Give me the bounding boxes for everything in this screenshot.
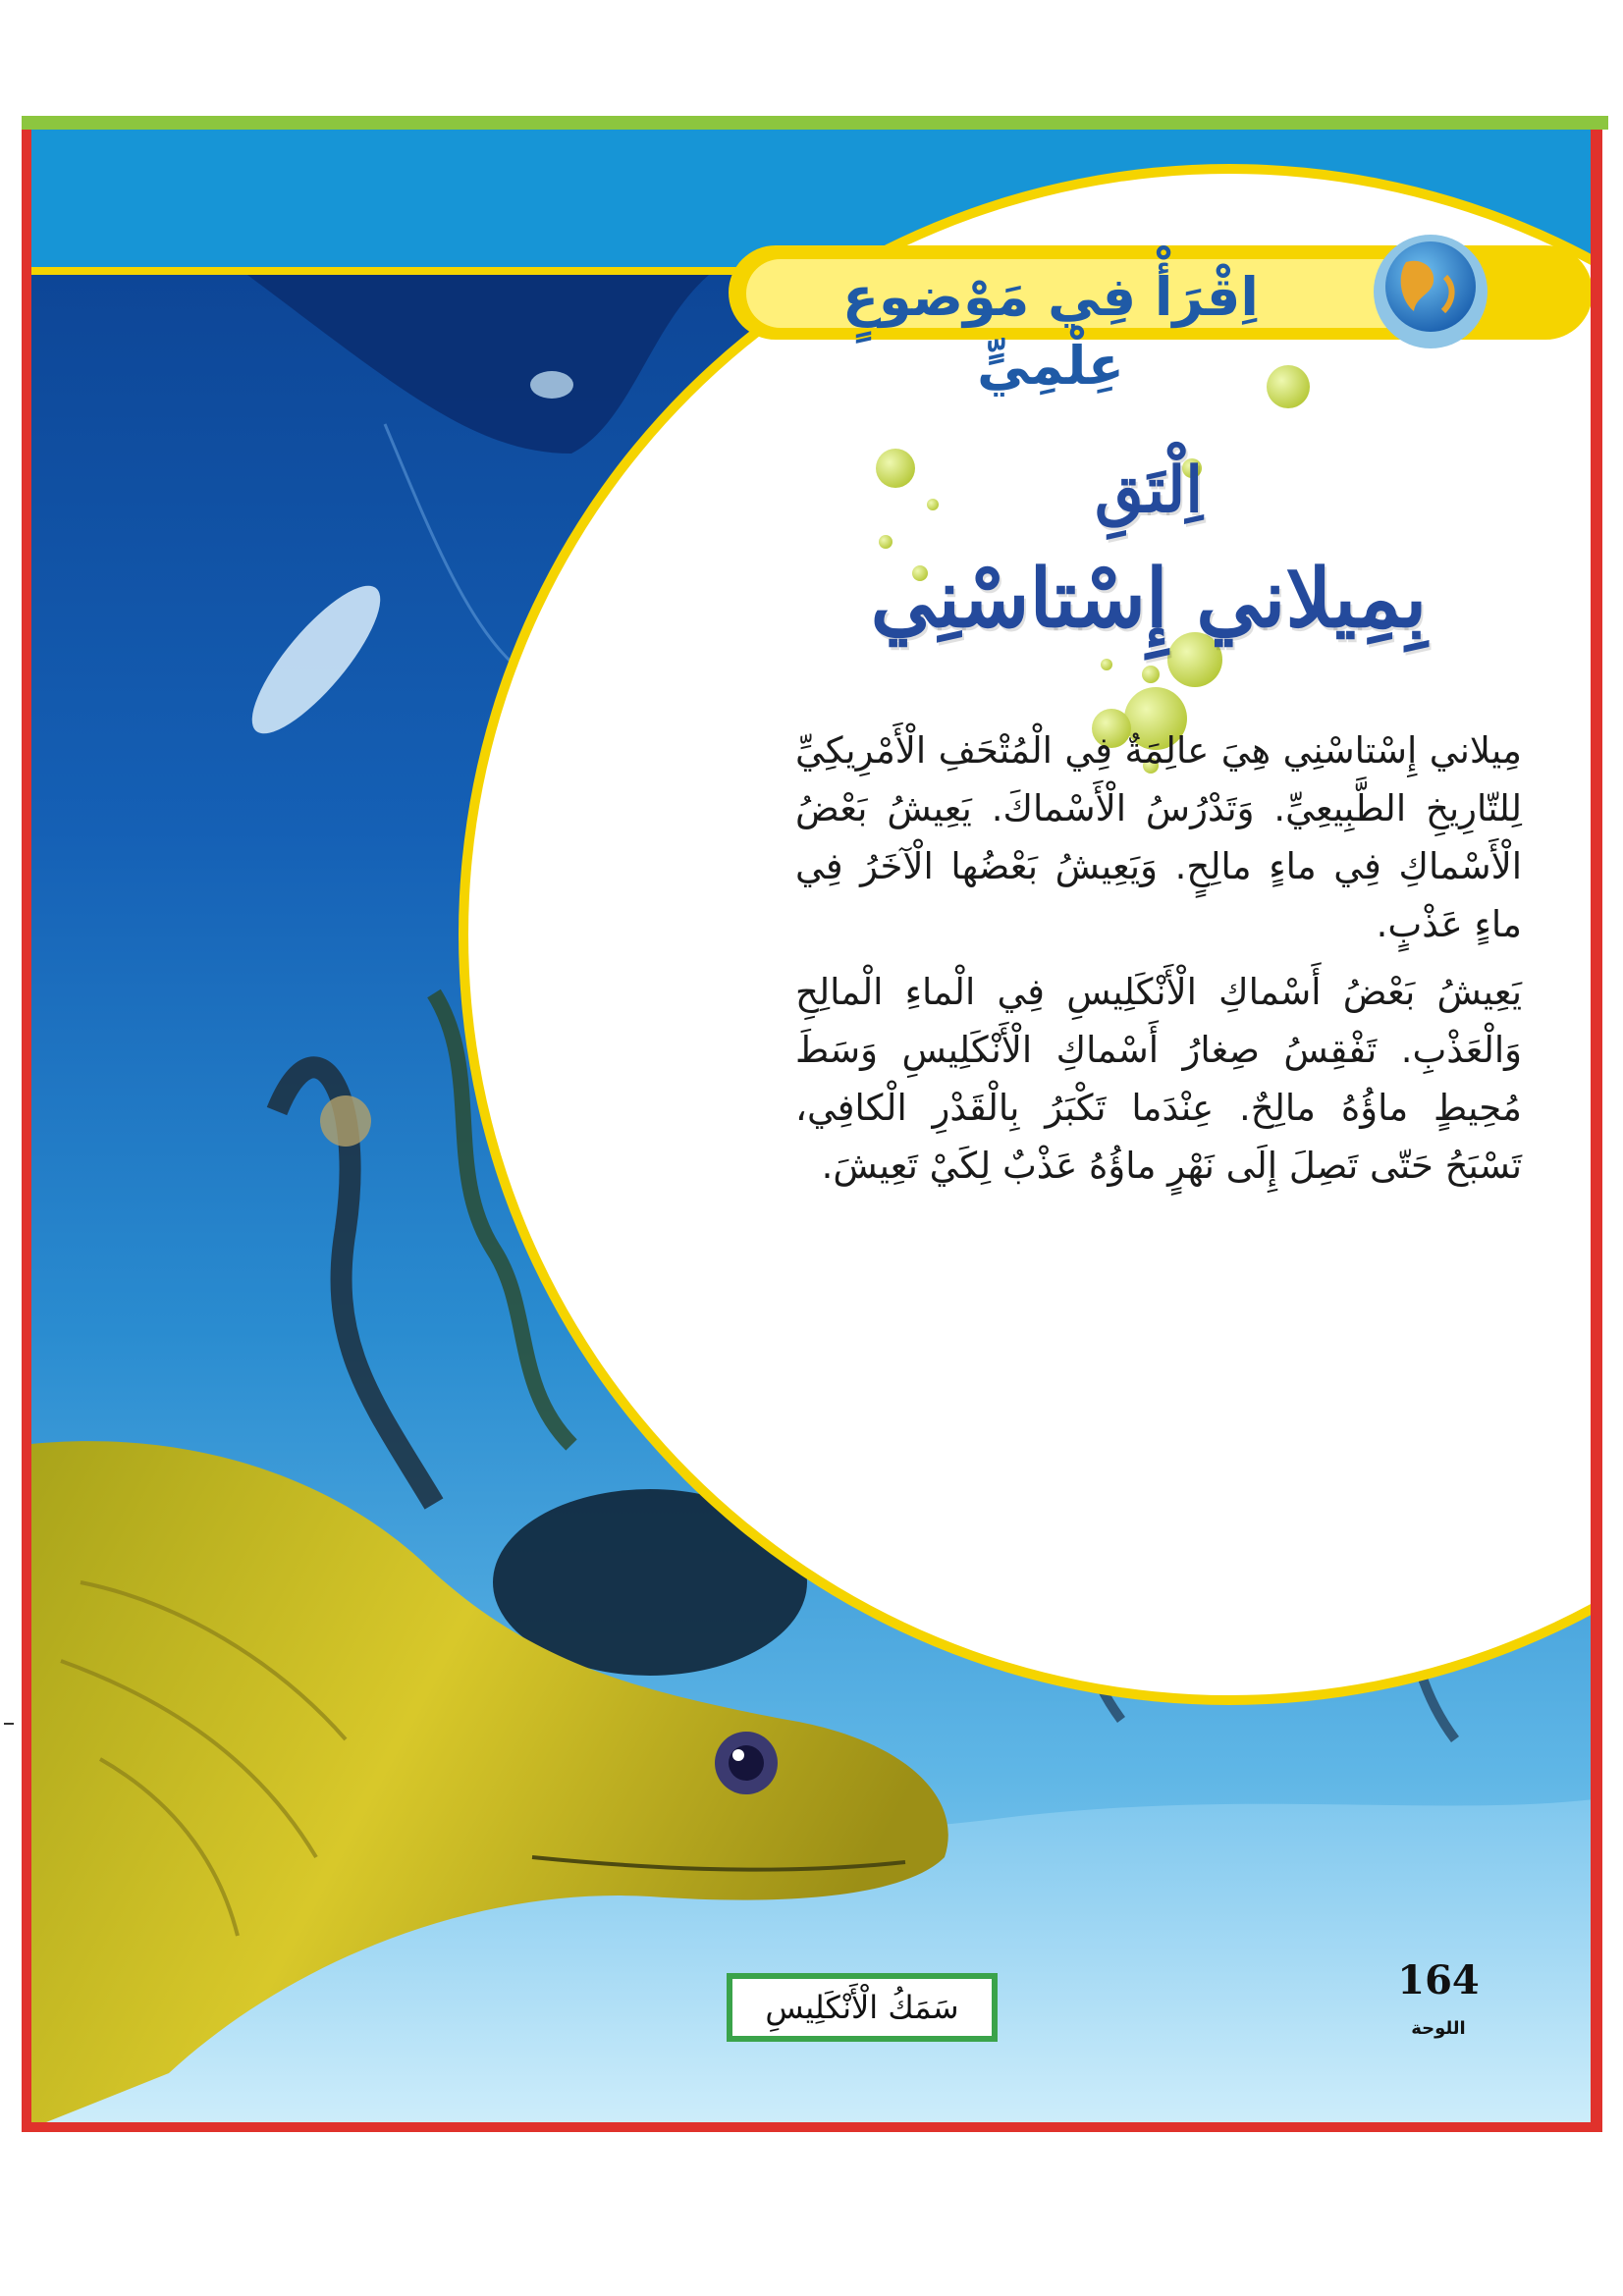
article-body	[795, 721, 1522, 1204]
margin-tick-mark	[4, 1723, 14, 1725]
page-number	[1384, 1959, 1492, 2002]
article-title-line-1: اِلْتَقِ	[1095, 454, 1203, 527]
top-green-border	[22, 116, 1608, 130]
page-number-value: 164	[1397, 1957, 1480, 2003]
section-banner-title: اِقْرَأْ فِي مَوْضوعٍ عِلْمِيٍّ	[842, 266, 1259, 397]
bottom-red-border	[22, 2122, 1602, 2132]
right-red-border	[1591, 130, 1602, 2132]
article-paragraph-1: مِيلاني إِسْتاسْنِي هِيَ عالِمَةٌ فِي الْمُتْحَفِ الْأَمْرِيكِيِّ لِلتّارِيخِ الطَّبِيعِيِّ. وَتَدْرُسُ الْأَسْماكَ. يَعِيشُ بَعْضُ الْأَسْماكِ فِي ماءٍ مالِحٍ. وَيَعِيشُ بَعْضُها الْآخَرُ فِي ماءٍ عَذْبٍ.	[795, 729, 1522, 945]
article-title	[844, 442, 1453, 658]
article-paragraph-2: يَعِيشُ بَعْضُ أَسْماكِ الْأَنْكَلِيسِ فِي الْماءِ الْمالِحِ وَالْعَذْبِ. تَفْقِسُ صِغارُ أَسْماكِ الْأَنْكَلِيسِ وَسَطَ مُحِيطٍ ماؤُهُ مالِحٌ. عِنْدَما تَكْبَرُ بِالْقَدْرِ الْكافِي، تَسْبَحُ حَتّى تَصِلَ إِلَى نَهْرٍ ماؤُهُ عَذْبٌ لِكَيْ تَعِيشَ.	[795, 971, 1522, 1187]
left-red-border	[22, 130, 31, 2132]
photo-caption: سَمَكُ الْأَنْكَلِيسِ	[727, 1973, 998, 2042]
article-title-line-2: بِمِيلاني إِسْتاسْنِي	[870, 552, 1428, 646]
page-number-label: اللوحة	[1411, 2018, 1466, 2039]
